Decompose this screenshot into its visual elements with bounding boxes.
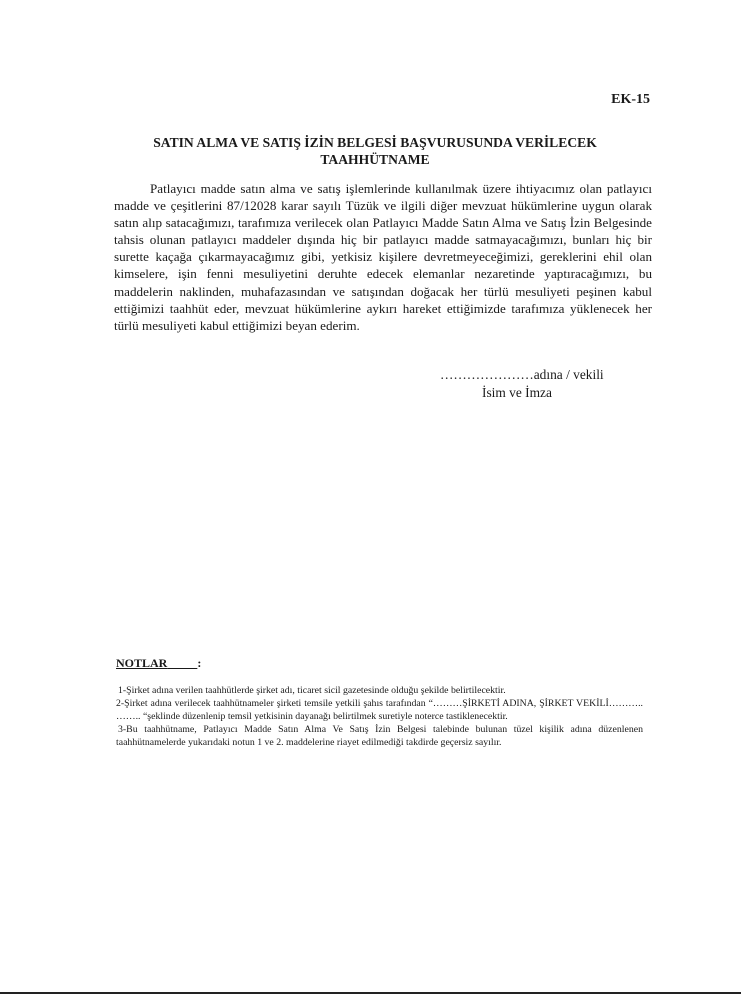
title-line-2: TAAHHÜTNAME [320,152,430,167]
signature-on-behalf: …………………adına / vekili [440,367,604,382]
signature-block [440,366,670,402]
notes-list [116,685,643,750]
signature-name-label: İsim ve İmza [482,385,552,400]
title-line-1: SATIN ALMA VE SATIŞ İZİN BELGESİ BAŞVURUSUNDA VERİLECEK [153,135,597,150]
bottom-divider [0,992,741,994]
annex-label: EK-15 [611,92,650,107]
notes-heading-colon: : [197,656,202,670]
commitment-paragraph: Patlayıcı madde satın alma ve satış işlemlerinde kullanılmak üzere ihtiyacımız olan patlayıcı madde ve çeşitlerini 87/12028 karar sayılı Tüzük ve ilgili diğer mevzuat hükümlerine uygun olarak satın alıp satacağımızı, tarafımıza verilecek olan Patlayıcı Madde Satın Alma ve Satış İzin Belgesinde tahsis olunan patlayıcı maddeler dışında hiç bir patlayıcı madde satmayacağımızı, bunları hiç bir surette kaçağa çıkarmayacağımız gibi, yetkisiz kişilere devretmeyeceğimizi, gereklerini ehil olan kimselere, işin fenni mesuliyetini deruhte edecek elemanlar nezaretinde yaptıracağımızı, bu maddelerin naklinden, muhafazasından ve satışından doğacak her türlü mesuliyeti peşinen kabul ettiğimizi taahhüt eder, mevzuat hükümlerine aykırı hareket ettiğimizde tarafımıza yüklenecek her türlü mesuliyeti kabul ettiğimizi beyan ederim. [114,181,652,333]
note-item: 2-Şirket adına verilecek taahhütnameler şirketi temsile yetkili şahıs tarafından “………ŞİRKETİ ADINA, ŞİRKET VEKİLİ……….. …….. “şeklinde düzenlenip temsil yetkisinin dayanağı belirtilmek suretiyle noterce tastiklenecektir. [116,698,643,722]
note-item: 1-Şirket adına verilen taahhütlerde şirket adı, ticaret sicil gazetesinde olduğu şekilde belirtilecektir. [118,685,506,696]
notes-heading [116,656,201,671]
notes-heading-text: NOTLAR [116,656,168,670]
document-title [120,134,630,168]
note-item: 3-Bu taahhütname, Patlayıcı Madde Satın Alma Ve Satış İzin Belgesi talebinde bulunan tüzel kişilik adına düzenlenen taahhütnamelerde yukarıdaki notun 1 ve 2. maddelerine riayet edilmediği takdirde geçersiz sayılır. [116,724,643,748]
